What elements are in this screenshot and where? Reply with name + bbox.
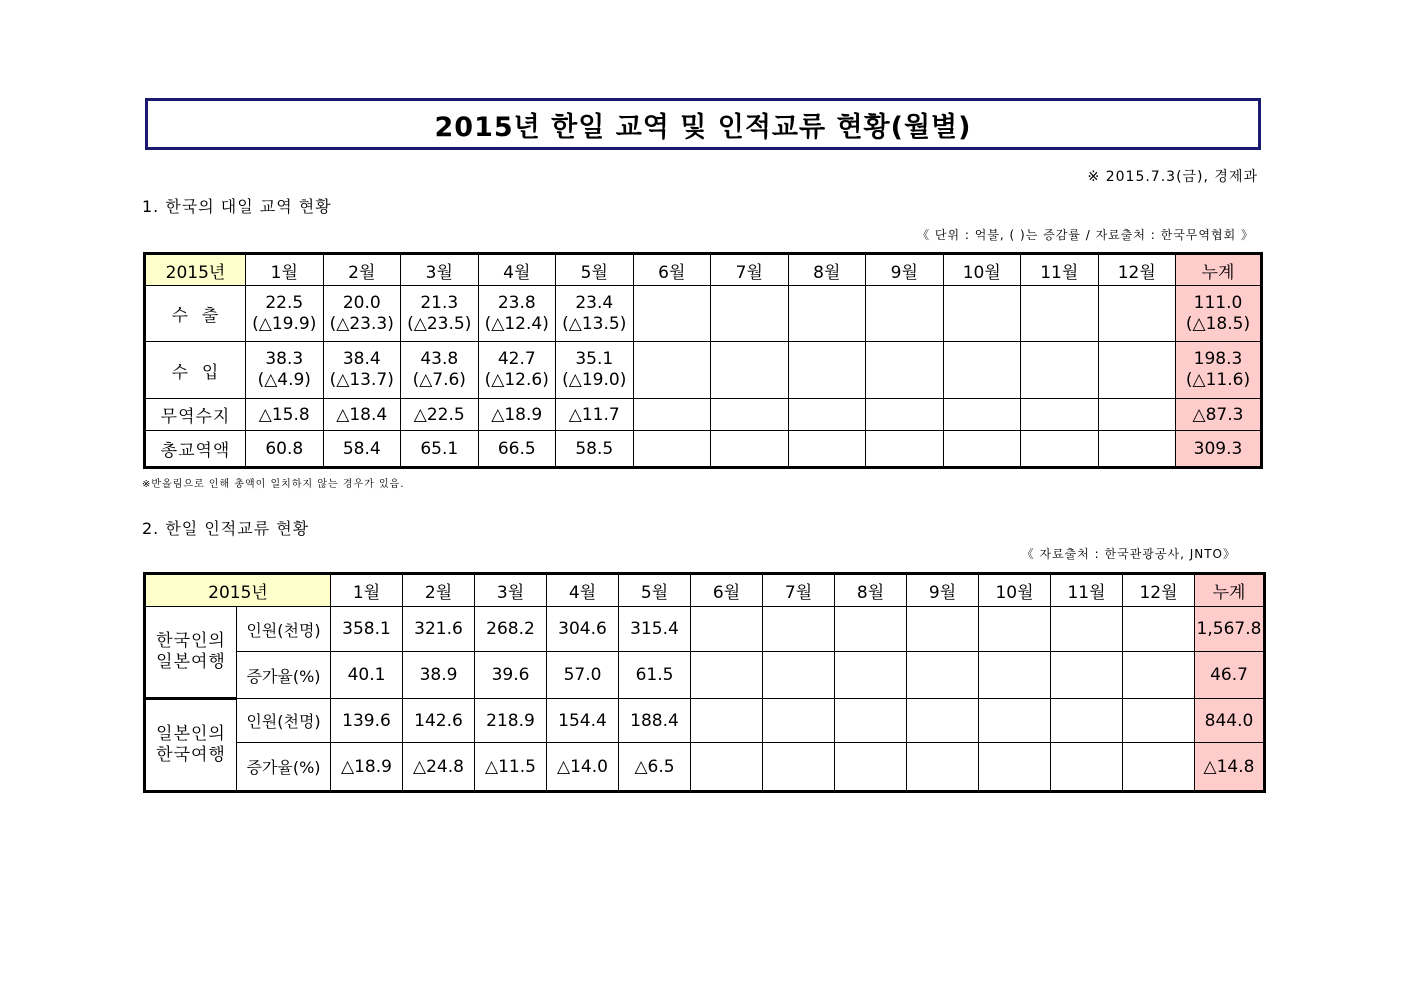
table-cell [633, 286, 711, 342]
table-cell: △11.5 [475, 743, 547, 792]
header-month: 5월 [619, 574, 691, 607]
table-cell: 39.6 [475, 652, 547, 699]
header-month: 1월 [331, 574, 403, 607]
table-row [145, 399, 1262, 431]
header-month: 8월 [788, 254, 866, 286]
table-row [145, 286, 1262, 342]
table-cell: 58.5 [556, 431, 634, 468]
table-cell: 35.1 (△19.0) [556, 342, 634, 399]
table-cell [633, 342, 711, 399]
table-cell [763, 699, 835, 743]
page-title: 2015년 한일 교역 및 인적교류 현황(월별) [145, 98, 1261, 150]
header-month: 3월 [475, 574, 547, 607]
table-cell [633, 399, 711, 431]
table-cell: 23.8 (△12.4) [478, 286, 556, 342]
header-month: 11월 [1021, 254, 1099, 286]
section2-unit: 《 자료출처 : 한국관광공사, JNTO》 [1021, 547, 1236, 561]
table-cell [943, 399, 1021, 431]
date-line: ※ 2015.7.3(금), 경제과 [1087, 169, 1258, 185]
table-cell [1098, 342, 1176, 399]
table-cell [788, 431, 866, 468]
header-month: 7월 [763, 574, 835, 607]
table-cell [788, 286, 866, 342]
table-row [145, 342, 1262, 399]
table-cell [691, 607, 763, 652]
table-cell [1051, 652, 1123, 699]
table-cell: 154.4 [547, 699, 619, 743]
section2-heading: 2. 한일 인적교류 현황 [142, 519, 310, 538]
table-cell: 23.4 (△13.5) [556, 286, 634, 342]
table-cell [1098, 286, 1176, 342]
table-cell [979, 652, 1051, 699]
table-cell [979, 743, 1051, 792]
table-cell: △18.9 [331, 743, 403, 792]
header-month: 9월 [907, 574, 979, 607]
table-cell: 22.5 (△19.9) [246, 286, 324, 342]
total-cell: 309.3 [1176, 431, 1262, 468]
exchange-header-row [145, 574, 1265, 607]
header-month: 10월 [943, 254, 1021, 286]
total-cell: △87.3 [1176, 399, 1262, 431]
table-cell: 304.6 [547, 607, 619, 652]
header-month: 4월 [478, 254, 556, 286]
group-label-korean-to-japan: 한국인의 일본여행 [145, 607, 237, 699]
table-row [145, 743, 1265, 792]
table-cell [763, 743, 835, 792]
row-label-total-trade: 총교역액 [145, 431, 246, 468]
table-cell: 358.1 [331, 607, 403, 652]
header-month: 11월 [1051, 574, 1123, 607]
table-cell [1123, 743, 1195, 792]
trade-header-row [145, 254, 1262, 286]
table-cell [1098, 431, 1176, 468]
total-cell: 111.0 (△18.5) [1176, 286, 1262, 342]
table-cell [835, 699, 907, 743]
header-total: 누계 [1195, 574, 1265, 607]
table-cell: △22.5 [401, 399, 479, 431]
table-cell [1123, 652, 1195, 699]
table-cell: 38.3 (△4.9) [246, 342, 324, 399]
table-cell: △14.0 [547, 743, 619, 792]
header-month: 2월 [323, 254, 401, 286]
table-cell [866, 342, 944, 399]
row-label-balance: 무역수지 [145, 399, 246, 431]
table-cell: 218.9 [475, 699, 547, 743]
table-cell [866, 286, 944, 342]
table-cell: 40.1 [331, 652, 403, 699]
table-cell [1098, 399, 1176, 431]
header-month: 12월 [1123, 574, 1195, 607]
table-cell [788, 342, 866, 399]
header-year: 2015년 [145, 254, 246, 286]
table-cell: 268.2 [475, 607, 547, 652]
header-month: 10월 [979, 574, 1051, 607]
table-row [145, 652, 1265, 699]
table-cell [711, 286, 789, 342]
total-cell: 46.7 [1195, 652, 1265, 699]
table-cell [711, 431, 789, 468]
table-cell [1123, 699, 1195, 743]
table-cell: △11.7 [556, 399, 634, 431]
table-cell [835, 652, 907, 699]
section1-heading: 1. 한국의 대일 교역 현황 [142, 197, 332, 216]
sub-label: 인원(천명) [237, 699, 331, 743]
table-cell [633, 431, 711, 468]
header-month: 12월 [1098, 254, 1176, 286]
header-month: 4월 [547, 574, 619, 607]
table-cell: 321.6 [403, 607, 475, 652]
table-cell: 38.9 [403, 652, 475, 699]
table-cell: 21.3 (△23.5) [401, 286, 479, 342]
header-year: 2015년 [145, 574, 331, 607]
table-cell: 42.7 (△12.6) [478, 342, 556, 399]
table-cell [907, 607, 979, 652]
table-cell: △6.5 [619, 743, 691, 792]
header-month: 3월 [401, 254, 479, 286]
table-cell [1051, 607, 1123, 652]
group-label-japanese-to-korea: 일본인의 한국여행 [145, 699, 237, 792]
table-cell: 142.6 [403, 699, 475, 743]
table-cell [943, 286, 1021, 342]
table-cell [1021, 431, 1099, 468]
table-cell: 66.5 [478, 431, 556, 468]
table-cell [711, 399, 789, 431]
table-cell: 38.4 (△13.7) [323, 342, 401, 399]
table-cell: 43.8 (△7.6) [401, 342, 479, 399]
table-cell [907, 743, 979, 792]
table-cell: 315.4 [619, 607, 691, 652]
trade-table [143, 252, 1263, 469]
total-cell: 844.0 [1195, 699, 1265, 743]
header-month: 5월 [556, 254, 634, 286]
table-row [145, 607, 1265, 652]
table-cell: 188.4 [619, 699, 691, 743]
total-cell: △14.8 [1195, 743, 1265, 792]
table-cell: 57.0 [547, 652, 619, 699]
table-cell: △18.4 [323, 399, 401, 431]
table-cell: 139.6 [331, 699, 403, 743]
total-cell: 1,567.8 [1195, 607, 1265, 652]
row-label-import: 수 입 [145, 342, 246, 399]
sub-label: 증가율(%) [237, 743, 331, 792]
header-month: 8월 [835, 574, 907, 607]
header-month: 1월 [246, 254, 324, 286]
sub-label: 증가율(%) [237, 652, 331, 699]
table-cell [979, 607, 1051, 652]
exchange-table [143, 572, 1266, 793]
table-cell: △24.8 [403, 743, 475, 792]
table-cell [1021, 399, 1099, 431]
table-cell [866, 431, 944, 468]
total-cell: 198.3 (△11.6) [1176, 342, 1262, 399]
table-cell: 60.8 [246, 431, 324, 468]
row-label-export: 수 출 [145, 286, 246, 342]
table-cell [835, 743, 907, 792]
table-cell [763, 607, 835, 652]
table-cell [1021, 342, 1099, 399]
table-cell [691, 699, 763, 743]
table-cell [907, 652, 979, 699]
table-cell: 61.5 [619, 652, 691, 699]
table-row [145, 699, 1265, 743]
table-row [145, 431, 1262, 468]
table-cell [763, 652, 835, 699]
table-cell [979, 699, 1051, 743]
header-total: 누계 [1176, 254, 1262, 286]
table-cell [788, 399, 866, 431]
table-cell [711, 342, 789, 399]
table-cell [835, 607, 907, 652]
table-cell: 58.4 [323, 431, 401, 468]
table-cell [691, 652, 763, 699]
section1-unit: 《 단위 : 억불, ( )는 증감률 / 자료출처 : 한국무역협회 》 [917, 228, 1254, 242]
table-cell [943, 342, 1021, 399]
table-cell: △18.9 [478, 399, 556, 431]
table-cell [1051, 699, 1123, 743]
rounding-note: ※반올림으로 인해 총액이 일치하지 않는 경우가 있음. [142, 479, 405, 490]
header-month: 2월 [403, 574, 475, 607]
table-cell: 20.0 (△23.3) [323, 286, 401, 342]
header-month: 7월 [711, 254, 789, 286]
table-cell [1051, 743, 1123, 792]
header-month: 6월 [633, 254, 711, 286]
table-cell [1123, 607, 1195, 652]
header-month: 6월 [691, 574, 763, 607]
table-cell [866, 399, 944, 431]
sub-label: 인원(천명) [237, 607, 331, 652]
table-cell [943, 431, 1021, 468]
table-cell [907, 699, 979, 743]
header-month: 9월 [866, 254, 944, 286]
table-cell: 65.1 [401, 431, 479, 468]
table-cell: △15.8 [246, 399, 324, 431]
table-cell [691, 743, 763, 792]
table-cell [1021, 286, 1099, 342]
